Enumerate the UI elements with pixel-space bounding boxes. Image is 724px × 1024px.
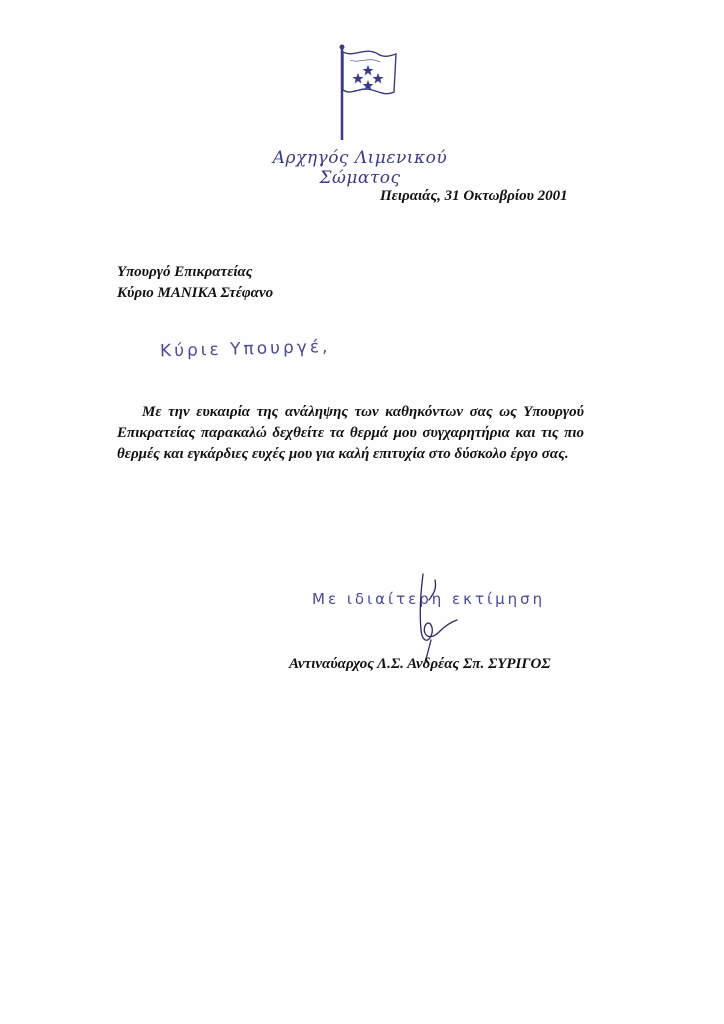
handwritten-salutation: Κύριε Υπουργέ, [159,336,331,362]
signatory: Αντιναύαρχος Λ.Σ. Ανδρέας Σπ. ΣΥΡΙΓΟΣ [289,656,551,672]
letter-body: Με την ευκαιρία της ανάληψης των καθηκόντων σας ως Υπουργού Επικρατείας παρακαλώ δεχθείτε τα θερμά μου συγχαρητήρια και τις πιο θερμές και εγκάρδιες ευχές μου για καλή επιτυχία στο δύσκολο έργο σας. [117,404,584,462]
recipient-block [117,262,517,304]
letterhead [230,40,490,188]
handwritten-closing: Με ιδιαίτερη εκτίμηση [312,590,546,608]
signature-icon [405,570,465,670]
recipient-name: Κύριο ΜΑΝΙΚΑ Στέφανο [117,285,274,301]
flag-with-stars-icon [320,40,400,150]
letterhead-title: Αρχηγός Λιμενικού Σώματος [272,148,448,188]
date-line: Πειραιάς, 31 Οκτωβρίου 2001 [380,188,568,204]
recipient-title: Υπουργό Επικρατείας [117,264,253,280]
